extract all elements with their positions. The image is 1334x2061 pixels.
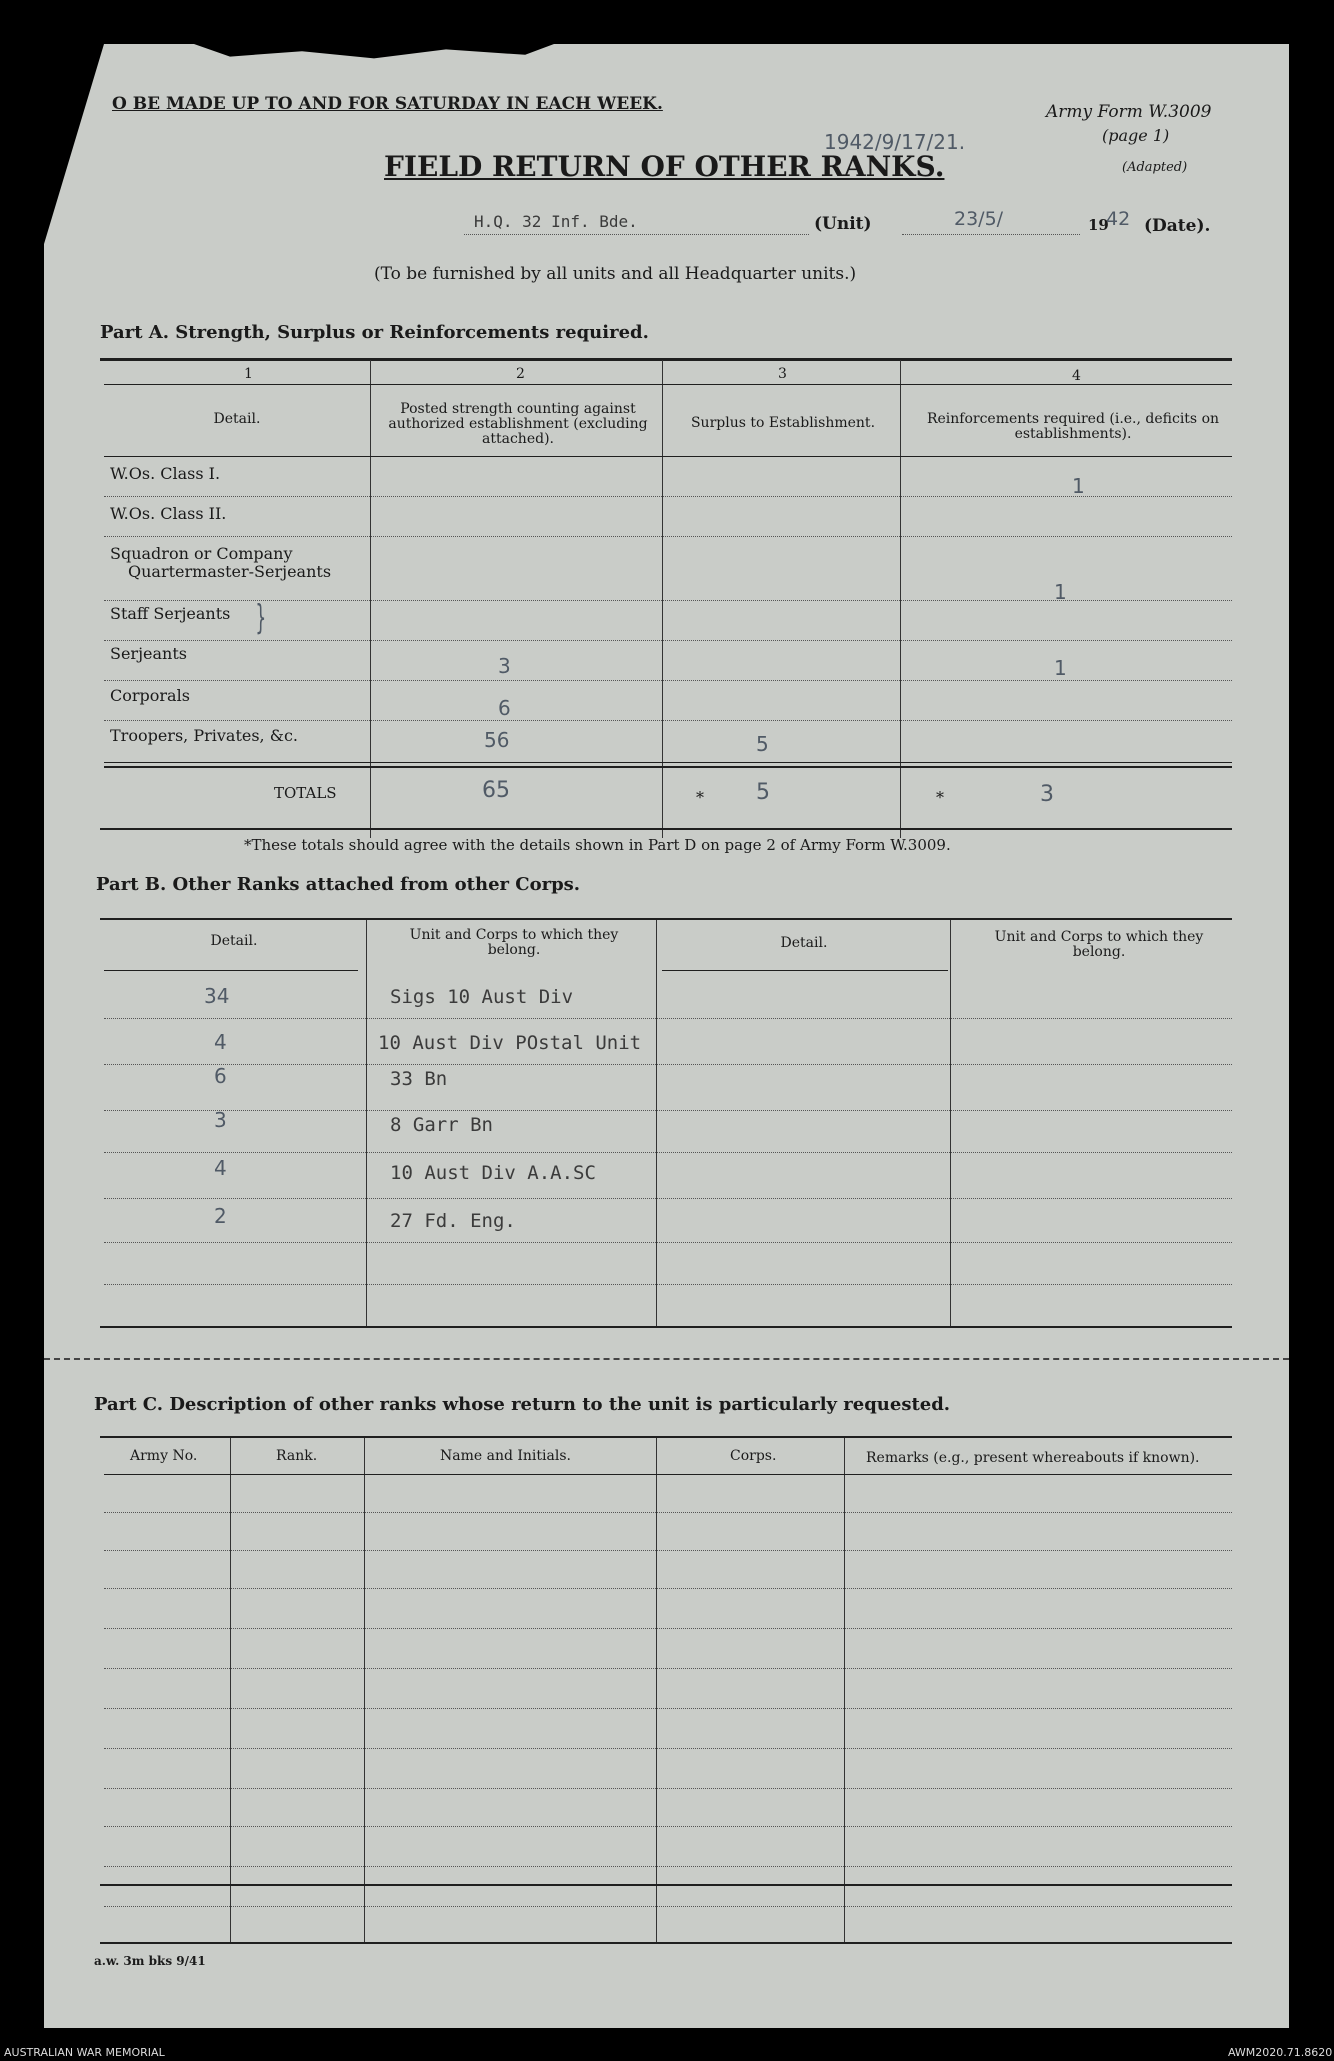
c-header-corps: Corps. — [730, 1448, 777, 1464]
rule — [100, 1326, 1232, 1328]
row-label-wo1: W.Os. Class I. — [110, 464, 221, 483]
b-unit-6: 27 Fd. Eng. — [390, 1210, 516, 1232]
row-line — [104, 1110, 1232, 1111]
b-detail-5: 4 — [214, 1156, 227, 1180]
date-value: 23/5/ — [954, 208, 1004, 230]
c-header-rank: Rank. — [276, 1448, 318, 1464]
rule — [104, 766, 1232, 768]
perforation-line — [44, 1358, 1289, 1360]
torn-corner — [44, 44, 104, 244]
b-unit-1: Sigs 10 Aust Div — [390, 986, 574, 1008]
b-detail-3: 6 — [214, 1064, 227, 1088]
row-line — [104, 1284, 1232, 1285]
row-line — [104, 1788, 1232, 1789]
row-label-serjeants: Serjeants — [110, 644, 187, 663]
c-header-remarks: Remarks (e.g., present whereabouts if known). — [866, 1450, 1200, 1466]
col-header-posted: Posted strength counting against authorized establishment (excluding attached). — [388, 401, 648, 447]
subtitle: (To be furnished by all units and all Headquarter units.) — [374, 264, 857, 284]
row-line — [104, 1018, 1232, 1019]
part-b-title: Part B. Other Ranks attached from other Corps. — [96, 874, 581, 895]
col-header-detail: Detail. — [213, 411, 261, 427]
posted-privates: 56 — [484, 728, 510, 752]
part-c-title: Part C. Description of other ranks whose return to the unit is particularly requested. — [94, 1394, 951, 1415]
row-label-corporals: Corporals — [110, 686, 190, 705]
totals-label: TOTALS — [274, 784, 337, 802]
rule — [100, 1942, 1232, 1944]
form-page — [44, 44, 1289, 2028]
row-label-cqms-2: Quartermaster-Serjeants — [128, 562, 332, 581]
row-line — [104, 1628, 1232, 1629]
col-number-4: 4 — [1072, 368, 1081, 384]
row-label-cqms: Squadron or Company — [110, 544, 293, 563]
rule — [662, 970, 948, 971]
col-header-surplus: Surplus to Establishment. — [690, 415, 876, 431]
rule — [104, 970, 358, 971]
total-surplus: 5 — [756, 780, 770, 805]
row-line — [104, 1550, 1232, 1551]
unit-line — [464, 234, 809, 235]
row-line — [104, 1512, 1232, 1513]
unit-label: (Unit) — [814, 214, 872, 234]
row-line — [104, 1588, 1232, 1589]
reinf-serjeants: 1 — [1054, 656, 1067, 680]
total-reinf: 3 — [1040, 782, 1054, 807]
col-number-2: 2 — [516, 366, 525, 382]
date-line — [902, 234, 1080, 235]
rule — [100, 1884, 1232, 1886]
row-line — [104, 1748, 1232, 1749]
b-detail-2: 4 — [214, 1030, 227, 1054]
col-number-1: 1 — [244, 366, 253, 382]
adapted-label: (Adapted) — [1122, 160, 1188, 175]
rule — [104, 762, 1232, 763]
b-header-unit: Unit and Corps to which they belong. — [409, 927, 619, 958]
c-header-name: Name and Initials. — [440, 1448, 571, 1464]
row-line — [104, 720, 1232, 721]
col-number-3: 3 — [778, 366, 787, 382]
row-line — [104, 680, 1232, 681]
part-a-title: Part A. Strength, Surplus or Reinforcements required. — [100, 322, 649, 343]
col-divider — [656, 920, 657, 1326]
brace-mark: } — [255, 598, 267, 638]
print-code: a.w. 3m bks 9/41 — [94, 1954, 206, 1968]
surplus-privates: 5 — [756, 732, 769, 756]
rule — [100, 358, 1232, 361]
handwritten-reference: 1942/9/17/21. — [824, 130, 966, 154]
row-line — [104, 1826, 1232, 1827]
row-line — [104, 1668, 1232, 1669]
torn-edge — [194, 44, 554, 62]
row-label-staff-serjeants: Staff Serjeants — [110, 604, 231, 623]
b-unit-2: 10 Aust Div POstal Unit — [378, 1032, 642, 1054]
b-detail-1: 34 — [204, 984, 230, 1008]
year-prefix: 19 — [1088, 216, 1109, 234]
row-line — [104, 1708, 1232, 1709]
row-label-wo2: W.Os. Class II. — [110, 504, 227, 523]
posted-serjeants: 3 — [498, 654, 511, 678]
row-line — [104, 536, 1232, 537]
col-divider — [950, 920, 951, 1326]
row-line — [104, 1152, 1232, 1153]
form-id: Army Form W.3009 — [1046, 102, 1212, 122]
row-line — [104, 496, 1232, 497]
page-number: (page 1) — [1102, 126, 1170, 145]
b-unit-5: 10 Aust Div A.A.SC — [390, 1162, 596, 1184]
row-line — [104, 1906, 1232, 1907]
row-line — [104, 1866, 1232, 1867]
asterisk-mark: * — [936, 788, 944, 807]
rule — [104, 384, 1232, 385]
b-unit-3: 33 Bn — [390, 1068, 448, 1090]
b-detail-4: 3 — [214, 1108, 227, 1132]
row-line — [104, 1242, 1232, 1243]
footer-left: AUSTRALIAN WAR MEMORIAL — [4, 2046, 165, 2059]
col-header-reinforcements: Reinforcements required (i.e., deficits on establishments). — [926, 411, 1220, 442]
b-unit-4: 8 Garr Bn — [390, 1114, 493, 1136]
row-label-privates: Troopers, Privates, &c. — [110, 726, 299, 745]
row-line — [104, 1064, 1232, 1065]
total-posted: 65 — [482, 778, 510, 803]
b-detail-6: 2 — [214, 1204, 227, 1228]
b-header-detail-2: Detail. — [780, 935, 828, 951]
row-line — [104, 640, 1232, 641]
b-header-detail: Detail. — [210, 933, 258, 949]
rule — [100, 918, 1232, 920]
posted-corporals: 6 — [498, 696, 511, 720]
row-line — [104, 1198, 1232, 1199]
rule — [104, 456, 1232, 457]
col-divider — [366, 920, 367, 1326]
footer-right: AWM2020.71.8620 — [1228, 2046, 1333, 2059]
asterisk-mark: * — [696, 788, 704, 807]
rule — [104, 1474, 1232, 1475]
part-a-footnote: *These totals should agree with the details shown in Part D on page 2 of Army Form W.3009. — [244, 836, 951, 854]
reinf-staff-serjeants: 1 — [1054, 580, 1067, 604]
rule — [100, 1436, 1232, 1438]
c-header-army-no: Army No. — [130, 1448, 198, 1464]
page-title: FIELD RETURN OF OTHER RANKS. — [384, 150, 945, 183]
instruction-text: O BE MADE UP TO AND FOR SATURDAY IN EACH WEEK. — [112, 94, 663, 114]
year-suffix: 42 — [1106, 208, 1131, 230]
date-label: (Date). — [1144, 216, 1211, 236]
reinf-wo1: 1 — [1072, 474, 1085, 498]
b-header-unit-2: Unit and Corps to which they belong. — [994, 929, 1204, 960]
rule — [100, 828, 1232, 830]
unit-value: H.Q. 32 Inf. Bde. — [474, 212, 638, 231]
